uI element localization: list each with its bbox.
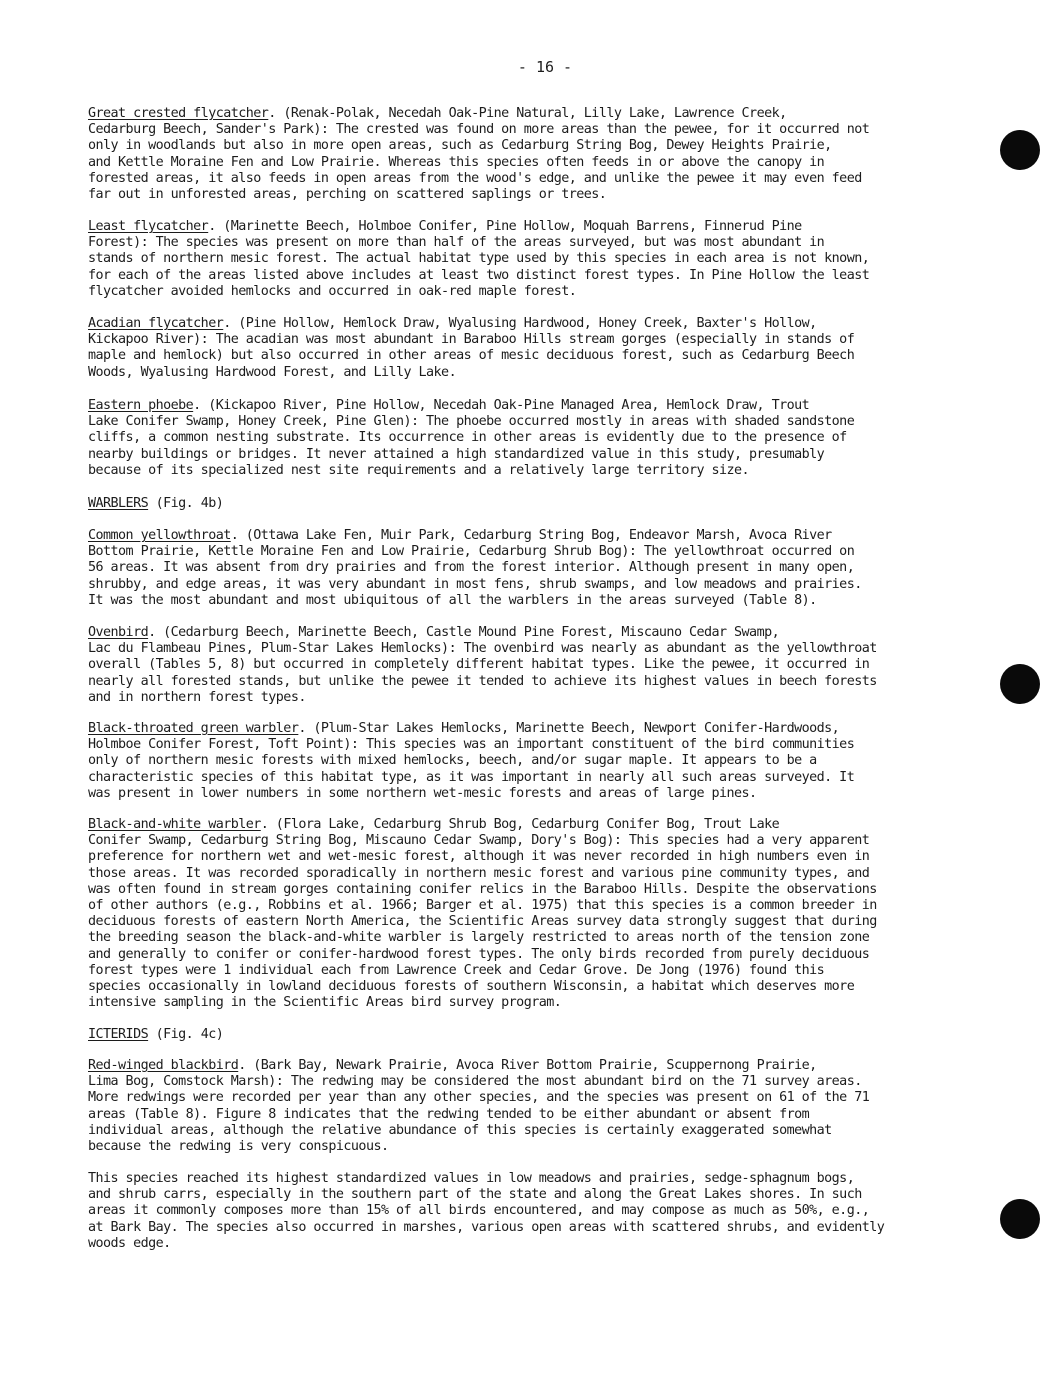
- species-heading: Eastern phoebe: [88, 398, 194, 413]
- page-number: - 16 -: [517, 58, 573, 76]
- species-heading: Red-winged blackbird: [88, 1058, 239, 1073]
- species-heading: Great crested flycatcher: [88, 106, 269, 121]
- binder-hole-bottom: [1000, 1199, 1040, 1239]
- group-heading: ICTERIDS: [88, 1027, 149, 1042]
- paragraph-eastern-phoebe: [88, 398, 966, 479]
- paragraph-body: . (Renak-Polak, Necedah Oak-Pine Natural, Lilly Lake, Lawrence Creek, Cedarburg Beech, Sander's Park): The crested was found on more areas than the pewee, for it occurred not only in woodlands but also in more open areas, such as Cedarburg String Bog, Dewey Heights Prairie, and Kettle Moraine Fen and Low Prairie. Whereas this species often feeds in or above the canopy in forested areas, it also feeds in open areas from the wood's edge, and unlike the pewee it may even feed far out in unforested areas, perching on scattered saplings or trees.: [88, 106, 870, 203]
- binder-hole-top: [1000, 130, 1040, 170]
- paragraph-body: . (Bark Bay, Newark Prairie, Avoca River Bottom Prairie, Scuppernong Prairie, Lima Bog, Comstock Marsh): The redwing may be considered the most abundant bird on the 71 survey areas. More redwings were recorded per year than any other species, and the species was present on 61 of the 71 areas (Table 8). Figure 8 indicates that the redwing tended to be either abundant or absent from individual areas, although the relative abundance of this species is certainly exaggerated somewhat because the redwing is very conspicuous.: [88, 1058, 870, 1155]
- paragraph-body: . (Marinette Beech, Holmboe Conifer, Pine Hollow, Moquah Barrens, Finnerud Pine Forest): The species was present on more than half of the areas surveyed, but was most abundant in stands of northern mesic forest. The actual habitat type used by this species in each area is not known, for each of the areas listed above includes at least two distinct forest types. In Pine Hollow the least flycatcher avoided hemlocks and occurred in oak-red maple forest.: [88, 219, 870, 299]
- paragraph-redwing-habitat: [88, 1171, 966, 1252]
- paragraph-body: . (Cedarburg Beech, Marinette Beech, Castle Mound Pine Forest, Miscauno Cedar Swamp, Lac du Flambeau Pines, Plum-Star Lakes Hemlocks): The ovenbird was nearly as abundant as the yellowthroat overall (Tables 5, 8) but occurred in completely different habitat types. Like the pewee, it occurred in nearly all forested stands, but unlike the pewee it tended to achieve its highest values in beech forests and in northern forest types.: [88, 625, 877, 705]
- paragraph-least-flycatcher: [88, 219, 966, 300]
- paragraph-body: . (Flora Lake, Cedarburg Shrub Bog, Cedarburg Conifer Bog, Trout Lake Conifer Swamp, Cedarburg String Bog, Miscauno Cedar Swamp, Dory's Bog): This species had a very apparent preference for northern wet and wet-mesic forest, although it was never recorded in high numbers even in those areas. It was recorded sporadically in northern mesic forest and various pine community types, and was often found in stream gorges containing conifer relics in the Baraboo Hills. Despite the observations of other authors (e.g., Robbins et al. 1966; Barger et al. 1975) that this species is a common breeder in deciduous forests of eastern North America, the Scientific Areas survey data strongly suggest that during the breeding season the black-and-white warbler is largely restricted to areas north of the tension zone and generally to conifer or conifer-hardwood forest types. The only birds recorded from purely deciduous forest types were 1 individual each from Lawrence Creek and Cedar Grove. De Jong (1976) found this species occasionally in lowland deciduous forests of southern Wisconsin, a habitat which deserves more intensive sampling in the Scientific Areas bird survey program.: [88, 817, 877, 1011]
- paragraph-body: . (Pine Hollow, Hemlock Draw, Wyalusing Hardwood, Honey Creek, Baxter's Hollow, Kickapoo River): The acadian was most abundant in Baraboo Hills stream gorges (especially in stands of maple and hemlock) but also occurred in other areas of mesic deciduous forest, such as Cedarburg Beech Woods, Wyalusing Hardwood Forest, and Lilly Lake.: [88, 316, 855, 380]
- paragraph-common-yellowthroat: [88, 528, 966, 609]
- paragraph-black-throated-green-warbler: [88, 721, 966, 802]
- paragraph-great-crested-flycatcher: [88, 106, 966, 203]
- paragraph-red-winged-blackbird: [88, 1058, 966, 1155]
- paragraph-ovenbird: [88, 625, 966, 706]
- figure-reference: (Fig. 4c): [148, 1027, 224, 1042]
- paragraph-acadian-flycatcher: [88, 316, 966, 381]
- species-heading: Black-throated green warbler: [88, 721, 299, 736]
- species-heading: Least flycatcher: [88, 219, 209, 234]
- paragraph-body: This species reached its highest standardized values in low meadows and prairies, sedge-sphagnum bogs, and shrub carrs, especially in the southern part of the state and along the Great Lakes shores. In such areas it commonly composes more than 15% of all birds encountered, and may compose as much as 50%, e.g., at Bark Bay. The species also occurred in marshes, various open areas with scattered shrubs, and evidently woods edge.: [88, 1171, 885, 1251]
- paragraph-black-and-white-warbler: [88, 817, 966, 1011]
- section-heading-icterids: [88, 1027, 966, 1043]
- paragraph-body: . (Ottawa Lake Fen, Muir Park, Cedarburg String Bog, Endeavor Marsh, Avoca River Bottom Prairie, Kettle Moraine Fen and Low Prairie, Cedarburg Shrub Bog): The yellowthroat occurred on 56 areas. It was absent from dry prairies and from the forest interior. Although present in many open, shrubby, and edge areas, it was very abundant in most fens, shrub swamps, and low meadows and prairies. It was the most abundant and most ubiquitous of all the warblers in the areas surveyed (Table 8).: [88, 528, 862, 608]
- species-heading: Black-and-white warbler: [88, 817, 261, 832]
- species-heading: Common yellowthroat: [88, 528, 231, 543]
- figure-reference: (Fig. 4b): [148, 496, 224, 511]
- section-heading-warblers: [88, 496, 966, 512]
- paragraph-body: . (Plum-Star Lakes Hemlocks, Marinette Beech, Newport Conifer-Hardwoods, Holmboe Conifer Forest, Toft Point): This species was an important constituent of the bird communities only of northern mesic forests with mixed hemlocks, beech, and/or sugar maple. It appears to be a characteristic species of this habitat type, as it was important in nearly all such areas surveyed. It was present in lower numbers in some northern wet-mesic forests and areas of large pines.: [88, 721, 855, 801]
- species-heading: Ovenbird: [88, 625, 149, 640]
- group-heading: WARBLERS: [88, 496, 149, 511]
- paragraph-body: . (Kickapoo River, Pine Hollow, Necedah Oak-Pine Managed Area, Hemlock Draw, Trout Lake Conifer Swamp, Honey Creek, Pine Glen): The phoebe occurred mostly in areas with shaded sandstone cliffs, a common nesting substrate. Its occurrence in other areas is evidently due to the presence of nearby buildings or bridges. It never attained a high standardized value in this study, presumably because of its specialized nest site requirements and a relatively large territory size.: [88, 398, 855, 478]
- species-heading: Acadian flycatcher: [88, 316, 224, 331]
- binder-hole-middle: [1000, 664, 1040, 704]
